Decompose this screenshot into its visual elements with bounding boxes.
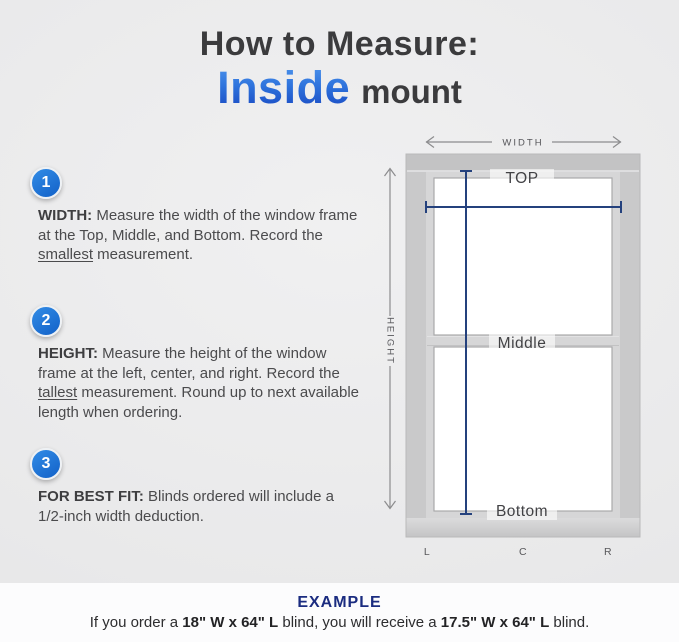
step-3-number-badge bbox=[30, 448, 62, 480]
step-2-label: HEIGHT: bbox=[38, 345, 98, 362]
title-rest-mount: mount bbox=[361, 73, 462, 111]
step-2-body: Measure the height of the window frame at the left, center, and right. Record the bbox=[38, 345, 340, 382]
width-dimension-label: WIDTH bbox=[502, 137, 544, 149]
title-line1: How to Measure: bbox=[199, 25, 480, 63]
top-position-label: TOP bbox=[505, 170, 539, 187]
step-3 bbox=[30, 448, 360, 526]
example-section bbox=[0, 583, 679, 642]
step-1-body: Measure the width of the window frame at the Top, Middle, and Bottom. Record the bbox=[38, 207, 358, 244]
step-3-label: FOR BEST FIT: bbox=[38, 488, 144, 505]
window-bottom-pane bbox=[434, 347, 612, 511]
height-arrow bbox=[385, 169, 396, 509]
step-2-body-end: measurement. Round up to next available length when ordering. bbox=[38, 384, 360, 421]
middle-position-label: Middle bbox=[497, 335, 547, 352]
example-sentence bbox=[0, 614, 679, 631]
step-3-text bbox=[38, 487, 360, 526]
step-1-label: WIDTH: bbox=[38, 207, 93, 224]
example-ordered-size: 18" W x 64" L bbox=[182, 614, 279, 631]
step-1-number: 1 bbox=[41, 174, 51, 191]
example-received-size: 17.5" W x 64" L bbox=[440, 614, 550, 631]
step-3-body: Blinds ordered will include a 1/2-inch width deduction. bbox=[38, 488, 334, 525]
example-part-1: If you order a bbox=[89, 614, 183, 631]
example-part-3: blind, you will receive a bbox=[278, 614, 441, 631]
step-2 bbox=[30, 305, 360, 422]
window-top-rail bbox=[407, 155, 640, 171]
window-diagram-svg bbox=[378, 132, 650, 564]
step-1 bbox=[30, 167, 360, 265]
bottom-position-label: Bottom bbox=[495, 503, 549, 520]
step-1-underlined-word: smallest bbox=[38, 246, 94, 263]
height-dimension-label: HEIGHT bbox=[384, 317, 396, 365]
step-1-number-badge bbox=[30, 167, 62, 199]
marker-left: L bbox=[423, 546, 431, 558]
step-1-text bbox=[38, 206, 360, 265]
width-arrow bbox=[426, 137, 621, 149]
window-measurement-diagram bbox=[378, 132, 650, 564]
window-sill bbox=[407, 518, 640, 537]
page-title bbox=[0, 25, 679, 114]
example-heading: EXAMPLE bbox=[297, 594, 382, 611]
step-2-text bbox=[38, 344, 360, 422]
step-2-number-badge bbox=[30, 305, 62, 337]
window-top-pane bbox=[434, 178, 612, 335]
step-3-number: 3 bbox=[41, 455, 51, 472]
marker-right: R bbox=[603, 546, 613, 558]
step-1-body-end: measurement. bbox=[93, 246, 194, 263]
title-highlight-inside: Inside bbox=[217, 62, 351, 114]
example-part-5: blind. bbox=[549, 614, 590, 631]
title-line2 bbox=[0, 62, 679, 114]
marker-center: C bbox=[518, 546, 528, 558]
step-2-underlined-word: tallest bbox=[38, 384, 78, 401]
step-2-number: 2 bbox=[41, 312, 51, 329]
bottom-markers bbox=[424, 546, 612, 558]
